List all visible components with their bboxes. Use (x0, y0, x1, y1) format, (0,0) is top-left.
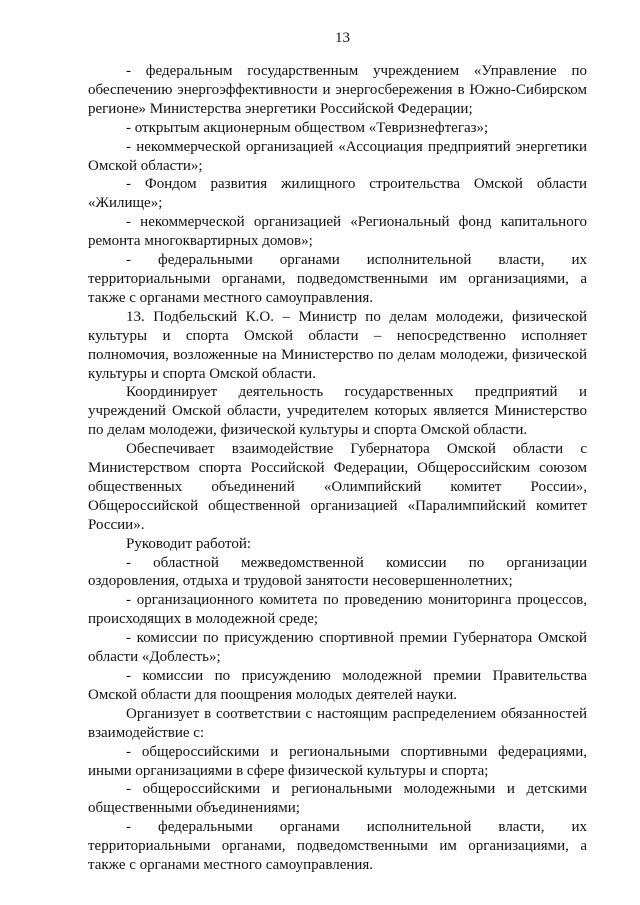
list-item: - открытым акционерным обществом «Тевризнефтегаз»; (126, 119, 489, 136)
body-paragraph: Руководит работой: (126, 535, 252, 552)
list-item: - некоммерческой организацией «Ассоциация предприятий энергетики Омской области»; (88, 138, 587, 174)
list-item: - организационного комитета по проведению мониторинга процессов, происходящих в молодежной среде; (88, 592, 587, 628)
list-item: - областной межведомственной комиссии по организации оздоровления, отдыха и трудовой занятости несовершеннолетних; (88, 554, 587, 590)
body-paragraph: Обеспечивает взаимодействие Губернатора Омской области с Министерством спорта Российской Федерации, Общероссийским союзом общественных объединений «Олимпийский комитет России», Общероссийской общественной организацией «Паралимпийский комитет России». (88, 441, 587, 533)
list-item: - общероссийскими и региональными спортивными федерациями, иными организациями в сфере физической культуры и спорта; (88, 743, 587, 779)
list-item: - комиссии по присуждению молодежной премии Правительства Омской области для поощрения молодых деятелей науки. (88, 668, 587, 703)
list-item: - комиссии по присуждению спортивной премии Губернатора Омской области «Доблесть»; (88, 630, 587, 666)
list-item: - Фондом развития жилищного строительства Омской области «Жилище»; (88, 176, 587, 212)
list-item: - федеральными органами исполнительной власти, их территориальными органами, подведомственными им организациями, а также с органами местного самоуправления. (88, 252, 587, 306)
body-paragraph: Организует в соответствии с настоящим распределением обязанностей взаимодействие с: (88, 705, 587, 741)
page-number: 13 (335, 30, 350, 46)
document-body (88, 62, 587, 875)
list-item: - общероссийскими и региональными молодежными и детскими общественными объединениями; (88, 781, 587, 817)
section-paragraph: 13. Подбельский К.О. – Министр по делам молодежи, физической культуры и спорта Омской области – непосредственно исполняет полномочия, возложенные на Министерство по делам молодежи, физической культуры и спорта Омской области. (88, 308, 587, 382)
list-item: - федеральным государственным учреждением «Управление по обеспечению энергоэффективности и энергосбережения в Южно-Сибирском регионе» Министерства энергетики Российской Федерации; (88, 63, 587, 117)
list-item: - некоммерческой организацией «Региональный фонд капитального ремонта многоквартирных домов»; (88, 214, 587, 250)
body-paragraph: Координирует деятельность государственных предприятий и учреждений Омской области, учредителем которых является Министерство по делам молодежи, физической культуры и спорта Омской области. (88, 384, 587, 439)
list-item: - федеральными органами исполнительной власти, их территориальными органами, подведомственными им организациями, а также с органами местного самоуправления. (88, 819, 587, 874)
